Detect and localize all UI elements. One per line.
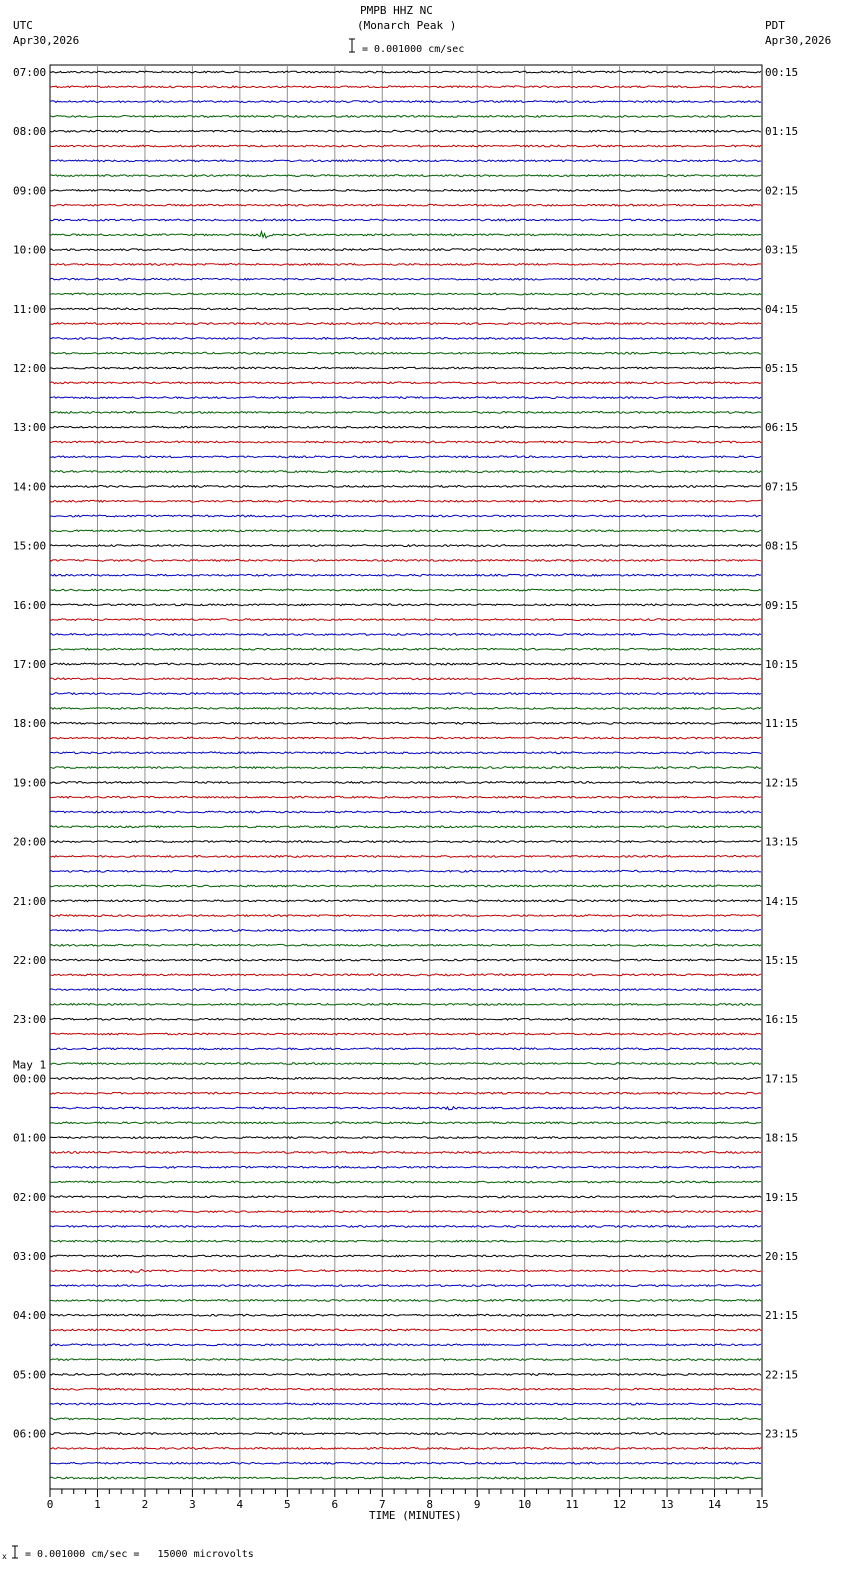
seismic-trace xyxy=(50,264,761,266)
site-name: (Monarch Peak ) xyxy=(357,19,457,32)
seismic-trace xyxy=(50,1196,761,1198)
seismic-trace xyxy=(50,456,761,458)
seismic-trace xyxy=(50,367,761,369)
seismic-trace xyxy=(50,1359,761,1361)
seismic-trace xyxy=(50,1078,761,1080)
seismic-trace xyxy=(50,826,761,828)
seismic-trace xyxy=(50,1033,761,1035)
pdt-time-label: 15:15 xyxy=(765,954,799,967)
utc-hour-label: 04:00 xyxy=(13,1309,47,1323)
utc-hour-label: 13:00 xyxy=(13,421,47,435)
x-axis-label: TIME (MINUTES) xyxy=(369,1509,462,1522)
utc-hour-label: 21:00 xyxy=(13,894,47,908)
pdt-time-label: 01:15 xyxy=(765,125,799,139)
x-tick-label: 0 xyxy=(46,1498,54,1511)
seismic-trace xyxy=(50,663,761,665)
station-title: PMPB HHZ NC xyxy=(360,4,433,17)
seismic-trace xyxy=(50,145,761,147)
pdt-time-label: 23:15 xyxy=(765,1427,799,1441)
seismic-trace xyxy=(50,1048,761,1050)
seismic-trace xyxy=(50,86,761,88)
utc-hour-label: 08:00 xyxy=(13,125,47,139)
utc-hour-label: 09:00 xyxy=(13,184,47,198)
utc-hour-label: 02:00 xyxy=(13,1190,47,1204)
seismic-trace xyxy=(50,560,761,562)
pdt-time-label: 11:15 xyxy=(765,717,799,731)
x-tick-label: 6 xyxy=(331,1498,339,1511)
utc-hour-label: 18:00 xyxy=(13,717,47,731)
pdt-time-label: 18:15 xyxy=(765,1131,799,1145)
seismic-trace xyxy=(50,1448,761,1450)
seismic-trace xyxy=(50,471,761,473)
seismic-trace xyxy=(50,397,761,399)
seismic-trace xyxy=(50,737,761,739)
utc-hour-label: 00:00 xyxy=(13,1072,47,1086)
utc-hour-label: 05:00 xyxy=(13,1368,47,1382)
seismic-trace xyxy=(50,175,761,177)
pdt-time-label: 02:15 xyxy=(765,184,799,198)
utc-date-label: Apr30,2026 xyxy=(13,34,80,47)
seismic-trace xyxy=(50,782,761,784)
pdt-time-label: 21:15 xyxy=(765,1309,799,1323)
seismic-trace xyxy=(50,885,761,887)
utc-hour-label: 06:00 xyxy=(13,1427,47,1441)
seismic-trace xyxy=(50,130,761,132)
seismic-trace xyxy=(50,619,761,621)
seismic-trace xyxy=(50,989,761,991)
seismic-trace xyxy=(50,1403,761,1405)
seismic-trace xyxy=(50,1344,761,1346)
seismic-trace xyxy=(50,1018,761,1020)
utc-hour-label: 03:00 xyxy=(13,1250,47,1263)
seismic-trace xyxy=(50,249,761,251)
seismic-trace xyxy=(50,352,761,354)
seismic-trace xyxy=(50,767,761,769)
seismic-trace xyxy=(50,1092,761,1094)
seismic-trace xyxy=(50,101,761,103)
pdt-time-label: 09:15 xyxy=(765,598,799,612)
seismic-trace xyxy=(50,604,761,606)
x-tick-label: 12 xyxy=(612,1498,627,1511)
pdt-zone-label: PDT xyxy=(765,19,785,32)
utc-hour-label: 19:00 xyxy=(13,776,47,790)
pdt-time-label: 19:15 xyxy=(765,1190,799,1204)
utc-hour-label: 10:00 xyxy=(13,243,47,257)
seismic-trace xyxy=(50,204,761,206)
seismic-trace xyxy=(50,648,761,650)
seismic-trace xyxy=(50,1285,761,1287)
seismic-trace xyxy=(50,545,761,547)
pdt-time-label: 10:15 xyxy=(765,658,799,671)
seismic-trace xyxy=(50,1240,761,1242)
seismic-trace xyxy=(50,1433,761,1435)
footer-scale-bar-icon xyxy=(12,1546,18,1558)
x-tick-label: 11 xyxy=(565,1498,579,1511)
seismic-trace xyxy=(50,190,761,192)
utc-hour-label: 16:00 xyxy=(13,598,47,612)
utc-hour-label: 17:00 xyxy=(13,658,47,671)
seismic-trace xyxy=(50,1166,761,1168)
pdt-time-label: 07:15 xyxy=(765,480,799,494)
utc-hour-label: 22:00 xyxy=(13,954,47,967)
seismic-trace xyxy=(50,1226,761,1228)
seismic-trace xyxy=(50,1211,761,1213)
seismic-trace xyxy=(50,974,761,976)
scale-bar-icon xyxy=(349,39,355,52)
seismic-trace xyxy=(50,1063,761,1065)
seismic-trace xyxy=(50,116,761,118)
utc-zone-label: UTC xyxy=(13,19,33,32)
x-tick-label: 14 xyxy=(707,1498,722,1511)
seismic-trace xyxy=(50,708,761,710)
seismic-trace xyxy=(50,1269,761,1272)
seismic-trace xyxy=(50,1152,761,1154)
seismic-trace xyxy=(50,1477,761,1479)
utc-hour-label: 07:00 xyxy=(13,66,47,79)
utc-hour-label: 15:00 xyxy=(13,539,47,553)
seismic-trace xyxy=(50,323,761,325)
seismic-trace xyxy=(50,959,761,961)
seismic-trace xyxy=(50,1107,761,1110)
seismic-trace xyxy=(50,219,761,221)
seismic-trace xyxy=(50,634,761,636)
utc-hour-label: 12:00 xyxy=(13,362,47,375)
seismic-trace xyxy=(50,160,761,162)
seismic-trace xyxy=(50,530,761,532)
x-tick-label: 15 xyxy=(755,1498,769,1511)
seismic-trace xyxy=(50,1137,761,1139)
seismic-trace xyxy=(50,441,761,443)
x-tick-label: 4 xyxy=(236,1498,244,1511)
seismic-trace xyxy=(50,1374,761,1376)
utc-hour-label: 20:00 xyxy=(13,835,47,849)
seismic-trace xyxy=(50,722,761,724)
utc-hour-label: 14:00 xyxy=(13,480,47,494)
pdt-time-label: 04:15 xyxy=(765,302,799,316)
seismic-trace xyxy=(50,1122,761,1124)
seismic-trace xyxy=(50,693,761,695)
seismic-trace xyxy=(50,293,761,295)
x-tick-label: 3 xyxy=(189,1498,196,1511)
x-tick-label: 2 xyxy=(141,1498,149,1511)
seismic-trace xyxy=(50,811,761,813)
seismic-trace xyxy=(50,944,761,946)
pdt-time-label: 05:15 xyxy=(765,362,799,375)
utc-hour-label: 11:00 xyxy=(13,302,47,316)
date-change-label: May 1 xyxy=(13,1058,47,1072)
seismic-trace xyxy=(50,930,761,932)
seismic-trace xyxy=(50,486,761,488)
x-tick-label: 5 xyxy=(284,1498,291,1511)
seismic-trace xyxy=(50,1388,761,1390)
seismic-trace xyxy=(50,1329,761,1331)
seismic-trace xyxy=(50,412,761,414)
x-tick-label: 1 xyxy=(94,1498,101,1511)
x-tick-label: 7 xyxy=(378,1498,386,1511)
seismic-trace xyxy=(50,232,761,239)
scale-label: = 0.001000 cm/sec xyxy=(362,44,465,55)
seismic-trace xyxy=(50,796,761,798)
pdt-time-label: 22:15 xyxy=(765,1368,799,1382)
seismic-trace xyxy=(50,900,761,902)
footer-scale-text: = 0.001000 cm/sec = 15000 microvolts xyxy=(25,1549,254,1560)
pdt-time-label: 03:15 xyxy=(765,243,799,257)
seismic-trace xyxy=(50,308,761,310)
seismic-trace xyxy=(50,915,761,917)
seismic-trace xyxy=(50,589,761,591)
seismic-trace xyxy=(50,278,761,280)
seismic-trace xyxy=(50,338,761,340)
seismic-trace xyxy=(50,678,761,680)
seismic-trace xyxy=(50,1418,761,1420)
pdt-time-label: 20:15 xyxy=(765,1250,799,1263)
seismic-trace xyxy=(50,1181,761,1183)
footer-prefix: x xyxy=(2,1552,7,1561)
seismic-trace xyxy=(50,1314,761,1316)
seismic-trace xyxy=(50,500,761,502)
seismic-trace xyxy=(50,841,761,843)
seismic-trace xyxy=(50,1004,761,1006)
pdt-date-label: Apr30,2026 xyxy=(765,34,832,47)
pdt-time-label: 06:15 xyxy=(765,421,799,435)
pdt-time-label: 12:15 xyxy=(765,776,799,790)
seismic-trace xyxy=(50,71,761,73)
seismic-trace xyxy=(50,574,761,576)
pdt-time-label: 14:15 xyxy=(765,894,799,908)
seismic-trace xyxy=(50,382,761,384)
x-tick-label: 8 xyxy=(426,1498,434,1511)
pdt-time-label: 13:15 xyxy=(765,835,799,849)
x-tick-label: 9 xyxy=(473,1498,481,1511)
seismic-trace xyxy=(50,1255,761,1257)
seismic-trace xyxy=(50,515,761,517)
seismic-trace xyxy=(50,426,761,428)
pdt-time-label: 08:15 xyxy=(765,539,799,553)
seismic-trace xyxy=(50,870,761,872)
pdt-time-label: 00:15 xyxy=(765,66,799,79)
seismic-trace xyxy=(50,1300,761,1302)
seismic-trace xyxy=(50,856,761,858)
x-tick-label: 13 xyxy=(660,1498,674,1511)
utc-hour-label: 23:00 xyxy=(13,1013,47,1027)
pdt-time-label: 17:15 xyxy=(765,1072,799,1086)
x-tick-label: 10 xyxy=(518,1498,532,1511)
seismic-trace xyxy=(50,1462,761,1464)
pdt-time-label: 16:15 xyxy=(765,1013,799,1027)
seismic-trace xyxy=(50,752,761,754)
utc-hour-label: 01:00 xyxy=(13,1131,47,1145)
